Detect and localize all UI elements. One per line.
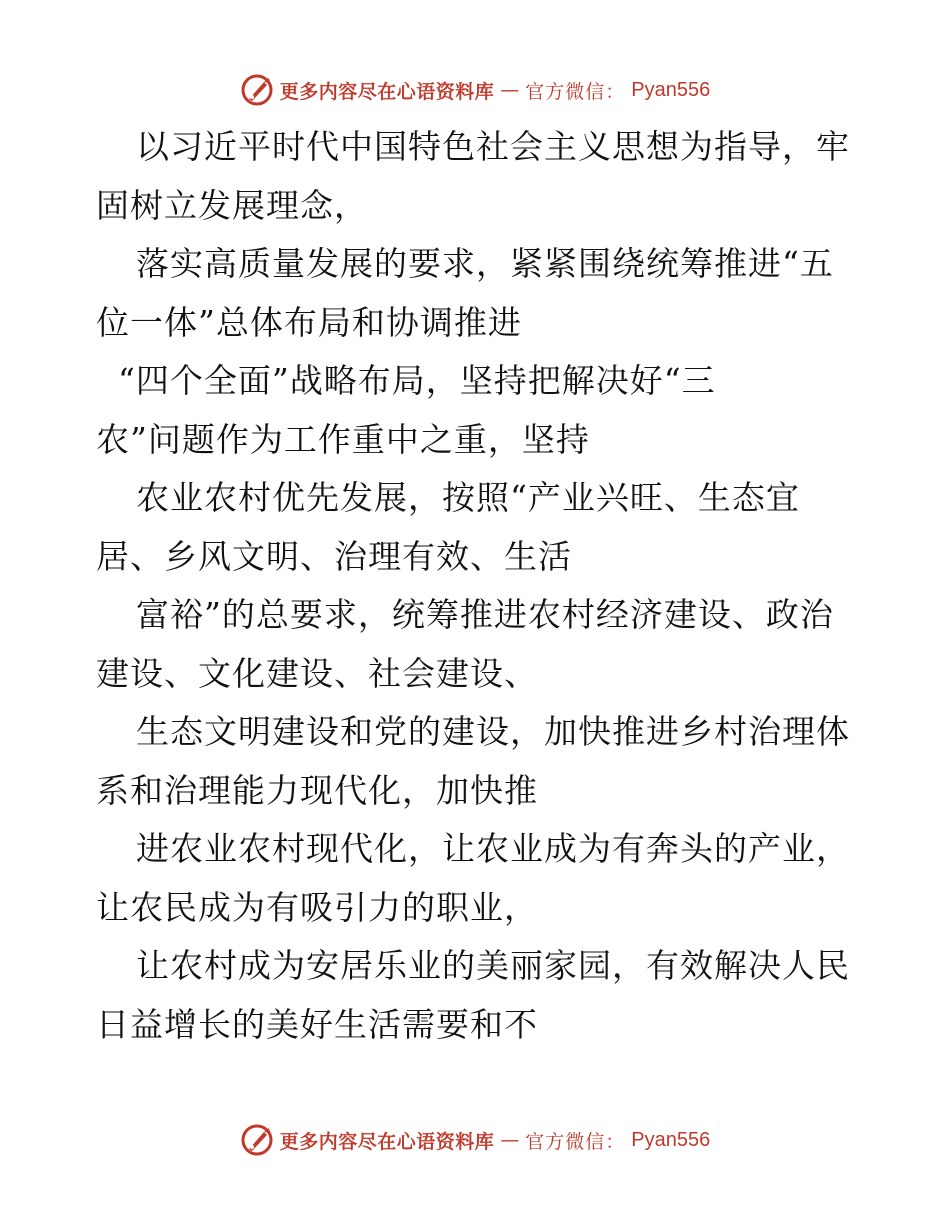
footer-separator: — xyxy=(500,1129,520,1151)
document-body xyxy=(96,118,866,1054)
footer-wechat-label: 官方微信： xyxy=(525,1130,626,1153)
body-line: 让农村成为安居乐业的美丽家园，有效解决人民 xyxy=(136,946,850,985)
body-line: 农业农村优先发展，按照“产业兴旺、生态宜 xyxy=(136,478,800,517)
body-line: “四个全面”战略布局，坚持把解决好“三 xyxy=(118,361,716,400)
body-line: 让农民成为有吸引力的职业， xyxy=(96,887,538,927)
header-slogan: 更多内容尽在心语资料库 xyxy=(279,80,495,103)
body-line: 落实高质量发展的要求，紧紧围绕统筹推进“五 xyxy=(136,244,834,283)
footer-slogan: 更多内容尽在心语资料库 xyxy=(279,1130,495,1153)
body-line: 日益增长的美好生活需要和不 xyxy=(96,1004,538,1044)
body-line: 农”问题作为工作重中之重，坚持 xyxy=(96,419,590,459)
footer-wechat-id: Pyan556 xyxy=(631,1128,711,1151)
quill-pen-logo-icon xyxy=(240,1123,274,1157)
body-line: 位一体”总体布局和协调推进 xyxy=(96,302,522,342)
body-line: 富裕”的总要求，统筹推进农村经济建设、政治 xyxy=(136,595,834,634)
body-line: 系和治理能力现代化，加快推 xyxy=(96,770,538,810)
body-line: 建设、文化建设、社会建设、 xyxy=(96,653,538,693)
body-line: 生态文明建设和党的建设，加快推进乡村治理体 xyxy=(136,712,850,751)
body-line: 以习近平时代中国特色社会主义思想为指导，牢 xyxy=(136,127,850,166)
body-line: 进农业农村现代化，让农业成为有奔头的产业， xyxy=(136,829,850,868)
header-separator: — xyxy=(500,79,520,101)
header-wechat-label: 官方微信： xyxy=(525,80,626,103)
header-banner xyxy=(0,70,950,110)
header-wechat-id: Pyan556 xyxy=(631,78,711,101)
body-line: 居、乡风文明、治理有效、生活 xyxy=(96,536,572,576)
body-line: 固树立发展理念， xyxy=(96,185,368,225)
quill-pen-logo-icon xyxy=(240,73,274,107)
footer-banner xyxy=(0,1120,950,1160)
